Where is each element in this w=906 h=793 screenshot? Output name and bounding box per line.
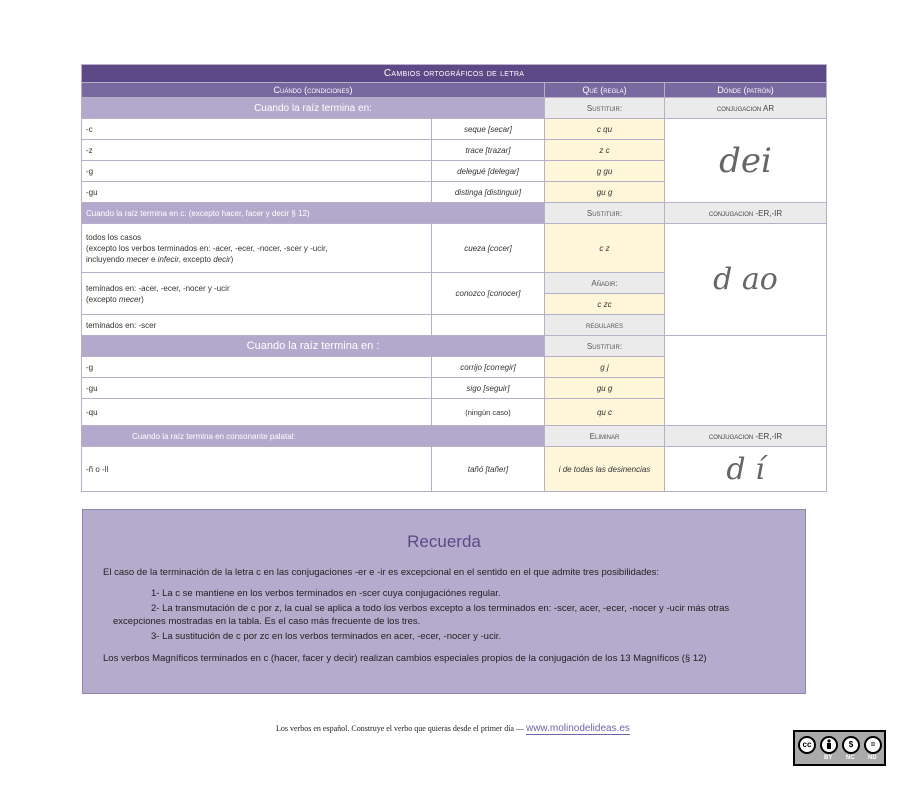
todos-text: e (148, 254, 158, 264)
recuerda-item-2a: 2- La transmutación de c por z, la cual se aplica a todo los verbos excepto a los terminados en: -scer, acer, -ecer, -nocer y -ucir más otras (151, 603, 730, 614)
nc-label: NC (846, 755, 855, 761)
recuerda-final: Los verbos Magníficos terminados en c (hacer, facer y decir) realizan cambios especiales propios de la conjugación de los 13 Magníficos (§ 12) (103, 653, 707, 664)
table-row-example: delegué [delegar] (432, 161, 545, 182)
table-row-rule: c qu (545, 119, 665, 140)
cc-icon: cc (798, 736, 816, 754)
todos-text: excepto (180, 254, 214, 264)
term-line-2 (86, 294, 427, 305)
table-row-example: trace [trazar] (432, 140, 545, 161)
table-row-cond: -qu (82, 399, 432, 426)
pattern-dao: d ao (665, 224, 827, 336)
table-row-cond: -c (82, 119, 432, 140)
todos-line-1: todos los casos (86, 232, 142, 242)
palatal-rule: i de todas las desinencias (545, 447, 665, 492)
recuerda-item-1: 1- La c se mantiene en los verbos terminados en -scer cuya conjugaciónes regular. (151, 588, 501, 599)
todos-decir: decir (213, 254, 231, 264)
pattern-di: d í (665, 447, 827, 492)
section-2-pattern-head: conjugacion -ER,-IR (665, 203, 827, 224)
term-text: (excepto (86, 294, 119, 304)
table-row-cond: -g (82, 357, 432, 378)
header-cuando: Cuándo (condiciones) (82, 83, 545, 98)
section-4-pattern-head: conjugacion -ER,-IR (665, 426, 827, 447)
section-1-pattern-head: conjugacion AR (665, 98, 827, 119)
todos-casos-cond (82, 224, 432, 273)
section-3-pattern-empty (665, 336, 827, 426)
term-text: ) (141, 294, 144, 304)
table-row-rule: g j (545, 357, 665, 378)
term-mecer: mecer (118, 294, 142, 304)
table-row-example: (ningún caso) (432, 399, 545, 426)
todos-example: cueza [cocer] (432, 224, 545, 273)
pattern-dei: dei (665, 119, 827, 203)
terminados-example: conozco [conocer] (432, 273, 545, 315)
table-row-cond: -z (82, 140, 432, 161)
terminados-cond (82, 273, 432, 315)
table-row-example: distinga [distinguir] (432, 182, 545, 203)
todos-infecir: infecir, (157, 254, 181, 264)
section-3-rule-head: Sustituir: (545, 336, 665, 357)
by-icon (820, 736, 838, 754)
recuerda-title: Recuerda (407, 532, 481, 551)
recuerda-intro: El caso de la terminación de la letra c en las conjugaciones -er e -ir es excepcional en el sentido en el que admite tres posibilidades: (103, 567, 660, 578)
todos-text: incluyendo (86, 254, 127, 264)
section-1-label: Cuando la raíz termina en: (82, 98, 545, 119)
orthographic-changes-table (81, 64, 827, 492)
table-row-cond: -gu (82, 182, 432, 203)
table-row-cond: -gu (82, 378, 432, 399)
footer-link[interactable]: www.molinodelideas.es (525, 723, 630, 734)
table-row-rule: gu g (545, 378, 665, 399)
table-row-cond: -g (82, 161, 432, 182)
todos-text: ) (230, 254, 234, 264)
footer (0, 723, 906, 734)
header-donde: Dónde (patrón) (665, 83, 827, 98)
table-row-example: seque [secar] (432, 119, 545, 140)
anadir-head: Añadir: (545, 273, 665, 294)
todos-mecer: mecer (126, 254, 149, 264)
term-line-1: teminados en: -acer, -ecer, -nocer y -ucir (86, 283, 230, 293)
todos-line-3 (86, 254, 427, 265)
palatal-cond: -ñ o -ll (82, 447, 432, 492)
section-4-rule-head: Eliminar (545, 426, 665, 447)
cc-license-badge[interactable] (793, 730, 886, 766)
section-2-rule-head: Sustituir: (545, 203, 665, 224)
recuerda-item-2b: excepciones mostradas en la tabla. Es el caso más frecuente de los tres. (113, 616, 421, 627)
section-2-label: Cuando la raíz termina en c: (excepto hacer, facer y decir § 12) (82, 203, 545, 224)
nc-icon: $ (842, 736, 860, 754)
table-row-example: sigo [seguir] (432, 378, 545, 399)
section-3-label: Cuando la raíz termina en : (82, 336, 545, 357)
footer-text: Los verbos en español. Construye el verbo que quieras desde el primer día — (276, 724, 526, 733)
todos-rule: c z (545, 224, 665, 273)
todos-line-2: (excepto los verbos terminados en: -acer, -ecer, -nocer, -scer y -ucir, (86, 243, 328, 253)
table-row-example: corrijo [corregir] (432, 357, 545, 378)
table-row-rule: g gu (545, 161, 665, 182)
scer-cond: teminados en: -scer (82, 315, 432, 336)
section-1-rule-head: Sustituir: (545, 98, 665, 119)
table-row-rule: qu c (545, 399, 665, 426)
recuerda-item-3: 3- La sustitución de c por zc en los verbos terminados en acer, -ecer, -nocer y -ucir. (151, 631, 502, 642)
nd-label: ND (868, 755, 877, 761)
header-que: Qué (regla) (545, 83, 665, 98)
scer-example-empty (432, 315, 545, 336)
nd-icon: = (864, 736, 882, 754)
table-title: Cambios ortográficos de letra (82, 65, 827, 83)
section-4-label: Cuando la raíz termina en consonante palatal: (82, 426, 545, 447)
regulares-rule: regulares (545, 315, 665, 336)
recuerda-box (82, 509, 806, 694)
table-row-rule: z c (545, 140, 665, 161)
palatal-example: tañó [tañer] (432, 447, 545, 492)
by-label: BY (824, 755, 833, 761)
terminados-rule: c zc (545, 294, 665, 315)
table-row-rule: gu g (545, 182, 665, 203)
